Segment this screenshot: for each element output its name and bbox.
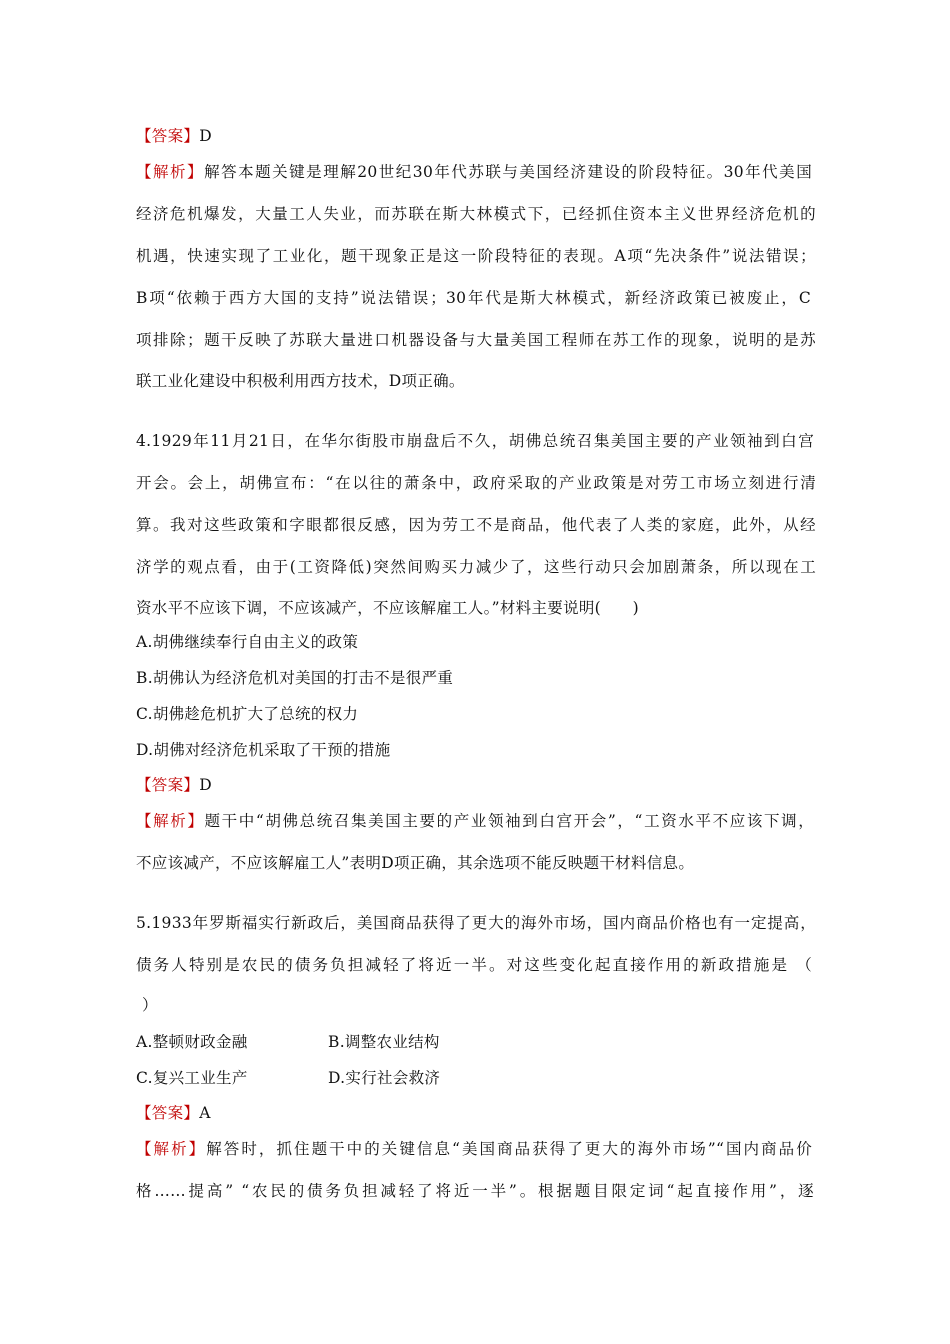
q4-option-d: D.胡佛对经济危机采取了干预的措施: [136, 741, 391, 759]
q4-stem-line-1: 4.1929年11月21日，在华尔街股市崩盘后不久，胡佛总统召集美国主要的产业领袖到白宫: [136, 432, 814, 450]
q5-stem-line-1: 5.1933年罗斯福实行新政后，美国商品获得了更大的海外市场，国内商品价格也有一定提高，: [136, 914, 816, 932]
q4-stem-line-2: 开会。会上，胡佛宣布：“在以往的萧条中，政府采取的产业政策是对劳工市场立刻进行清: [136, 474, 816, 492]
q5-option-a: A.整顿财政金融: [136, 1033, 248, 1051]
answer-tag: 【答案】: [136, 127, 200, 145]
q3-analysis-line-5: 项排除；题干反映了苏联大量进口机器设备与大量美国工程师在苏工作的现象，说明的是苏: [136, 331, 816, 349]
q5-answer-line: [136, 1103, 211, 1123]
q4-analysis-line-1: 【解析】题干中“胡佛总统召集美国主要的产业领袖到白宫开会”，“工资水平不应该下调，: [136, 812, 815, 830]
q4-analysis-line-2: 不应该减产，不应该解雇工人”表明D项正确，其余选项不能反映题干材料信息。: [136, 854, 695, 872]
q5-analysis-line-1: 【解析】解答时，抓住题干中的关键信息“美国商品获得了更大的海外市场”“国内商品价: [136, 1140, 813, 1158]
q4-option-c: C.胡佛趁危机扩大了总统的权力: [136, 705, 359, 723]
q3-analysis-line-6: 联工业化建设中积极利用西方技术，D项正确。: [136, 372, 465, 390]
q4-answer: D: [199, 776, 212, 794]
q5-option-b: B.调整农业结构: [328, 1033, 440, 1051]
q4-stem-line-3: 算。我对这些政策和字眼都很反感，因为劳工不是商品，他代表了人类的家庭，此外，从经: [136, 516, 816, 534]
q3-answer: D: [199, 127, 212, 145]
answer-tag: 【答案】: [136, 1104, 200, 1122]
q4-option-b: B.胡佛认为经济危机对美国的打击不是很严重: [136, 669, 454, 687]
analysis-tag: 【解析】: [136, 163, 205, 181]
q5-analysis-line-2: 格……提高” “农民的债务负担减轻了将近一半”。根据题目限定词“起直接作用”，逐: [136, 1182, 814, 1200]
q5-option-c: C.复兴工业生产: [136, 1069, 248, 1087]
q3-analysis-line-2: 经济危机爆发，大量工人失业，而苏联在斯大林模式下，已经抓住资本主义世界经济危机的: [136, 205, 816, 223]
q5-option-d: D.实行社会救济: [328, 1069, 441, 1087]
analysis-tag: 【解析】: [136, 812, 205, 830]
q3-analysis-line-3: 机遇，快速实现了工业化，题干现象正是这一阶段特征的表现。A项“先决条件”说法错误；: [136, 247, 816, 265]
q5-stem-line-3: ）: [142, 996, 158, 1014]
q5-answer: A: [199, 1104, 211, 1122]
answer-tag: 【答案】: [136, 776, 200, 794]
q3-analysis-line-4: B项“依赖于西方大国的支持”说法错误；30年代是斯大林模式，新经济政策已被废止，C: [136, 289, 811, 307]
q4-option-a: A.胡佛继续奉行自由主义的政策: [136, 633, 359, 651]
q3-answer-line: [136, 126, 212, 146]
q5-stem-line-2: 债务人特别是农民的债务负担减轻了将近一半。对这些变化起直接作用的新政措施是 （: [136, 956, 812, 974]
q3-analysis-line-1: 【解析】解答本题关键是理解20世纪30年代苏联与美国经济建设的阶段特征。30年代美国: [136, 163, 813, 181]
q4-answer-line: [136, 775, 212, 795]
q4-stem-line-4: 济学的观点看，由于(工资降低)突然间购买力减少了，这些行动只会加剧萧条，所以现在工: [136, 558, 816, 576]
q5-options-row-2: [136, 1068, 441, 1088]
q5-options-row-1: [136, 1032, 440, 1052]
q4-stem-line-5: 资水平不应该下调，不应该减产，不应该解雇工人。”材料主要说明( ): [136, 599, 639, 617]
analysis-tag: 【解析】: [136, 1140, 207, 1158]
